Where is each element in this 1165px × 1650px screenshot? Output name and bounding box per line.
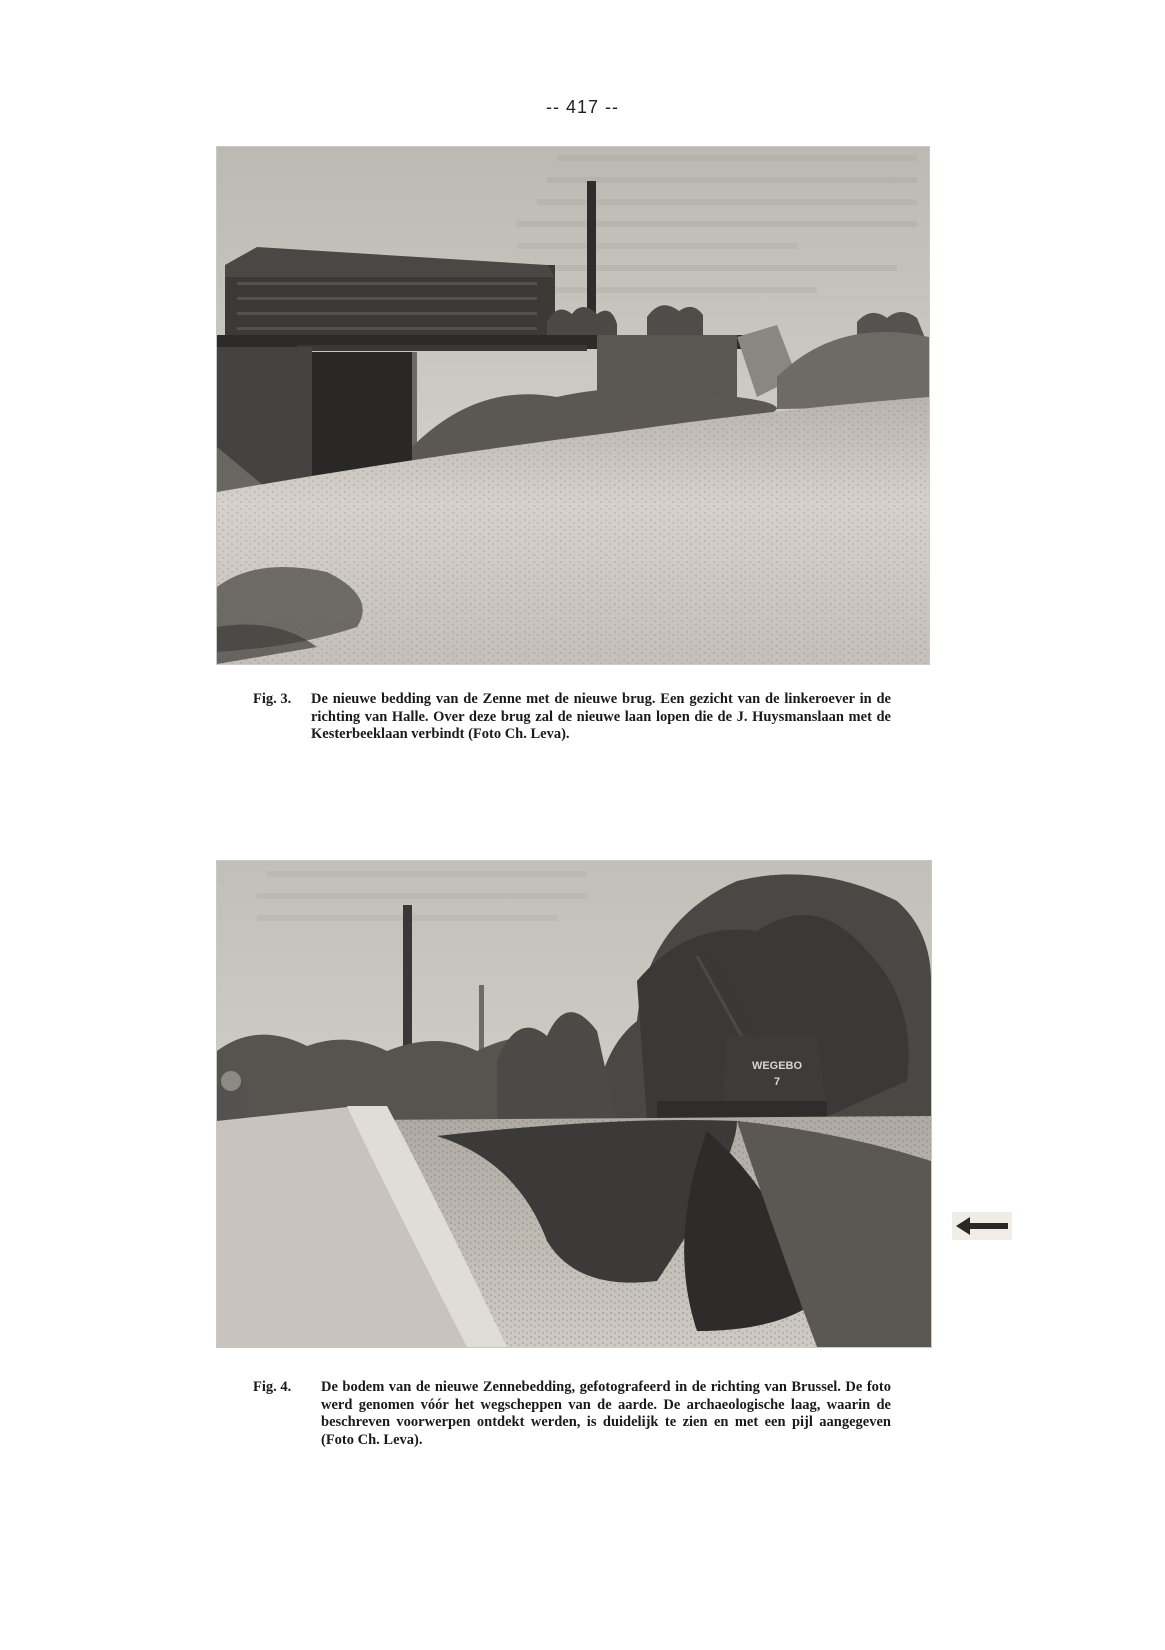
- figure-3-caption-text: De nieuwe bedding van de Zenne met de nieuwe brug. Een gezicht van de linkeroever in de richting van Halle. Over deze brug zal de nieuwe laan lopen die de J. Huysmanslaan met de Kesterbeeklaan verbindt (Foto Ch. Leva).: [311, 691, 891, 742]
- figure-4-illustration: [217, 861, 931, 1347]
- figure-4-label: Fig. 4.: [253, 1379, 292, 1395]
- figure-4-photo: [216, 860, 932, 1348]
- excavator-label-line-1: WEGEBO: [751, 1060, 803, 1072]
- figure-3-photo: [216, 146, 930, 665]
- layer-pointer-arrow: [952, 1212, 1012, 1240]
- figure-3-caption: [253, 691, 893, 771]
- left-arrow-icon: [952, 1212, 1012, 1240]
- figure-4-caption: [253, 1379, 893, 1479]
- figure-3-label: Fig. 3.: [253, 691, 292, 707]
- excavator-label-line-2: 7: [773, 1076, 781, 1088]
- figure-4-caption-text: De bodem van de nieuwe Zennebedding, gefotografeerd in de richting van Brussel. De foto werd genomen vóór het wegscheppen van de aarde. De archaeologische laag, waarin de beschreven voorwerpen ontdekt werden, is duidelijk te zien en met een pijl aangegeven (Foto Ch. Leva).: [321, 1379, 891, 1448]
- figure-3-illustration: [217, 147, 929, 664]
- page-number: -- 417 --: [545, 97, 619, 117]
